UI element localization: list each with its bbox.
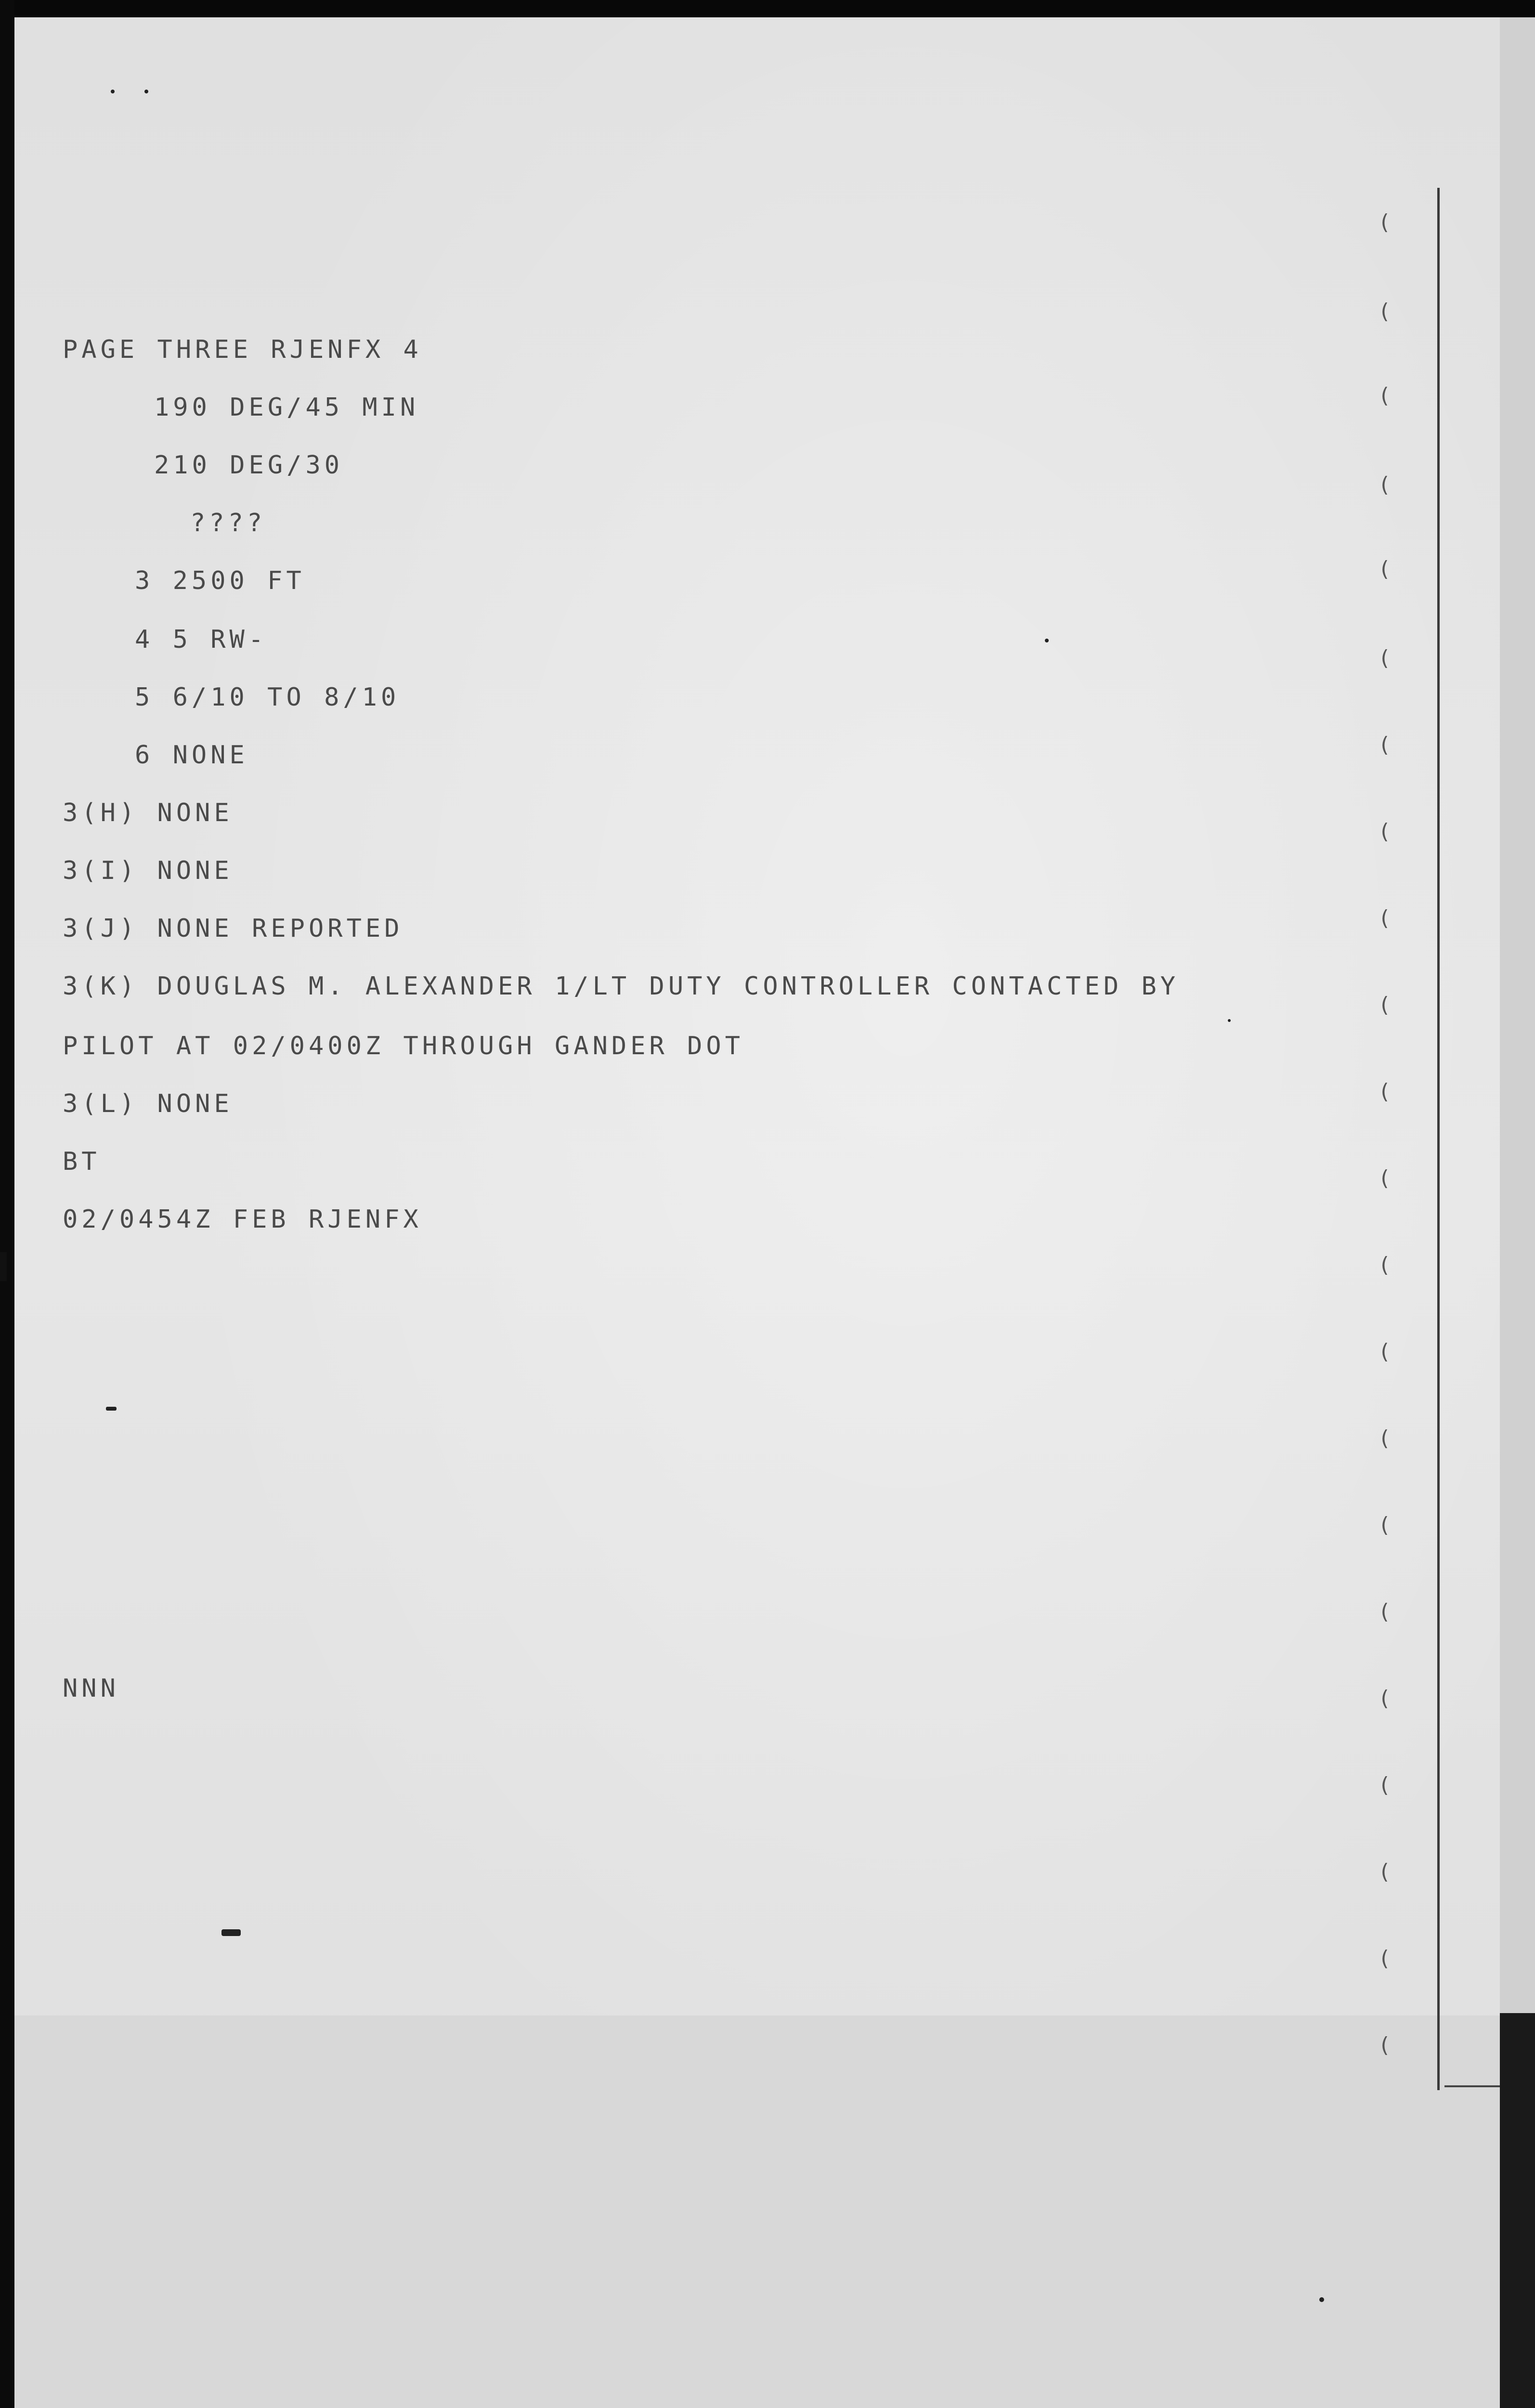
sprocket-mark-icon: ( xyxy=(1378,1253,1391,1277)
sprocket-mark-icon: ( xyxy=(1378,1859,1391,1884)
sprocket-mark-icon: ( xyxy=(1378,1946,1391,1971)
scan-speck xyxy=(111,90,115,93)
scan-speck xyxy=(1319,2297,1324,2302)
text-line: 6 NONE xyxy=(135,741,248,770)
sprocket-mark-icon: ( xyxy=(1378,1166,1391,1191)
sprocket-mark-icon: ( xyxy=(1378,1599,1391,1624)
sprocket-mark-icon: ( xyxy=(1378,1339,1391,1364)
sprocket-mark-icon: ( xyxy=(1378,1079,1391,1104)
sprocket-mark-icon: ( xyxy=(1378,383,1391,408)
sprocket-mark-icon: ( xyxy=(1378,210,1391,235)
scan-frame-top xyxy=(0,0,1535,17)
text-line: 3(L) NONE xyxy=(63,1089,233,1118)
dtg-line: 02/0454Z FEB RJENFX xyxy=(63,1205,422,1234)
scan-right-strip-dark xyxy=(1500,2013,1535,2408)
header-line: PAGE THREE RJENFX 4 xyxy=(63,335,422,364)
text-line: BT xyxy=(63,1147,101,1176)
sprocket-mark-icon: ( xyxy=(1378,1686,1391,1711)
text-line: 3(I) NONE xyxy=(63,856,233,885)
sprocket-mark-icon: ( xyxy=(1378,819,1391,844)
sprocket-mark-icon: ( xyxy=(1378,2033,1391,2057)
text-line: 190 DEG/45 MIN xyxy=(154,393,419,422)
end-marker-line: NNN xyxy=(63,1674,119,1703)
text-line: 210 DEG/30 xyxy=(154,451,344,480)
paper-lower-shadow xyxy=(14,2015,1500,2408)
sprocket-mark-icon: ( xyxy=(1378,1513,1391,1537)
sprocket-mark-icon: ( xyxy=(1378,906,1391,930)
scan-speck xyxy=(221,1929,241,1936)
sprocket-mark-icon: ( xyxy=(1378,557,1391,581)
text-line: 5 6/10 TO 8/10 xyxy=(135,683,400,712)
sprocket-mark-icon: ( xyxy=(1378,733,1391,757)
text-line: PILOT AT 02/0400Z THROUGH GANDER DOT xyxy=(63,1032,744,1060)
scan-speck xyxy=(1045,639,1049,642)
sprocket-mark-icon: ( xyxy=(1378,646,1391,670)
text-line: 3(J) NONE REPORTED xyxy=(63,914,403,943)
text-line: 3(K) DOUGLAS M. ALEXANDER 1/LT DUTY CONTROLLER CONTACTED BY xyxy=(63,972,1180,1001)
margin-rule-lower xyxy=(1444,2085,1500,2087)
sprocket-mark-icon: ( xyxy=(1378,299,1391,324)
text-line: ???? xyxy=(190,509,266,537)
margin-rule xyxy=(1437,188,1440,2090)
edge-mark xyxy=(0,1252,7,1281)
scan-speck xyxy=(144,90,148,93)
scan-frame-left xyxy=(0,0,14,2408)
sprocket-mark-icon: ( xyxy=(1378,1773,1391,1797)
text-line: 4 5 RW- xyxy=(135,625,268,654)
scan-speck xyxy=(106,1407,117,1411)
sprocket-mark-icon: ( xyxy=(1378,993,1391,1017)
text-line: 3(H) NONE xyxy=(63,798,233,827)
text-line: 3 2500 FT xyxy=(135,566,305,595)
scan-speck xyxy=(1228,1019,1231,1022)
sprocket-mark-icon: ( xyxy=(1378,472,1391,497)
sprocket-mark-icon: ( xyxy=(1378,1426,1391,1451)
